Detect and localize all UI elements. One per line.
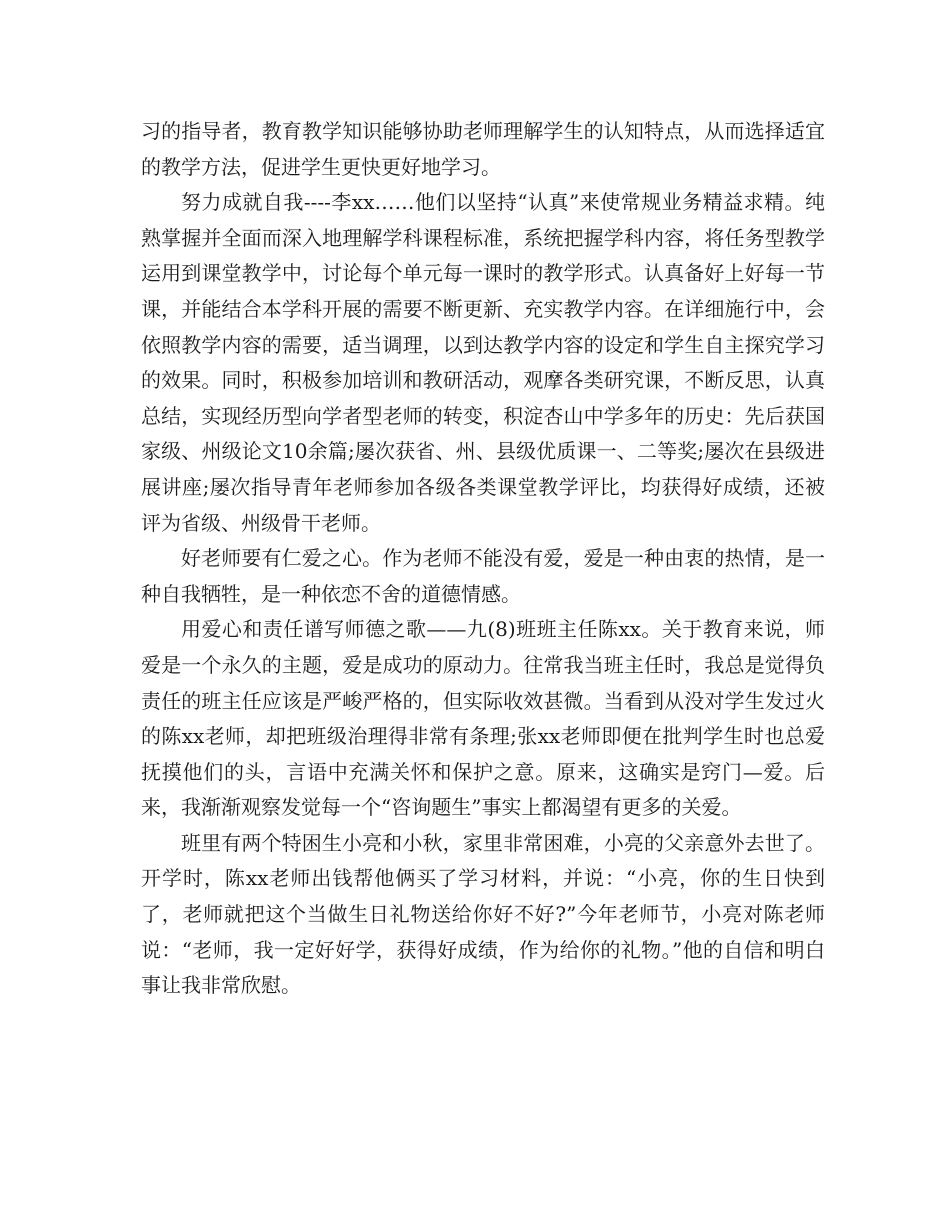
document-body [141, 114, 825, 1004]
paragraph-4: 用爱心和责任谱写师德之歌——九(8)班班主任陈xx。关于教育来说，师爱是一个永久的主题，爱是成功的原动力。往常我当班主任时，我总是觉得负责任的班主任应该是严峻严格的，但实际收效甚微。当看到从没对学生发过火的陈xx老师，却把班级治理得非常有条理;张xx老师即便在批判学生时也总爱抚摸他们的头，言语中充满关怀和保护之意。原来，这确实是窍门—爱。后来，我渐渐观察发觉每一个“咨询题生”事实上都渴望有更多的关爱。 [141, 617, 825, 820]
paragraph-1: 习的指导者，教育教学知识能够协助老师理解学生的认知特点，从而选择适宜的教学方法，促进学生更快更好地学习。 [141, 119, 825, 179]
paragraph-2: 努力成就自我----李xx……他们以坚持“认真”来使常规业务精益求精。纯熟掌握并全面而深入地理解学科课程标准，系统把握学科内容，将任务型教学运用到课堂教学中，讨论每个单元每一课时的教学形式。认真备好上好每一节课，并能结合本学科开展的需要不断更新、充实教学内容。在详细施行中，会依照教学内容的需要，适当调理，以到达教学内容的设定和学生自主探究学习的效果。同时，积极参加培训和教研活动，观摩各类研究课，不断反思，认真总结，实现经历型向学者型老师的转变，积淀杏山中学多年的历史：先后获国家级、州级论文10余篇;屡次获省、州、县级优质课一、二等奖;屡次在县级进展讲座;屡次指导青年老师参加各级各类课堂教学评比，均获得好成绩，还被评为省级、州级骨干老师。 [141, 190, 825, 535]
paragraph-5: 班里有两个特困生小亮和小秋，家里非常困难，小亮的父亲意外去世了。开学时，陈xx老师出钱帮他俩买了学习材料，并说：“小亮，你的生日快到了，老师就把这个当做生日礼物送给你好不好?”今年老师节，小亮对陈老师说：“老师，我一定好好学，获得好成绩，作为给你的礼物。”他的自信和明白事让我非常欣慰。 [141, 830, 825, 998]
paragraph-3: 好老师要有仁爱之心。作为老师不能没有爱，爱是一种由衷的热情，是一种自我牺牲，是一种依恋不舍的道德情感。 [141, 546, 825, 606]
